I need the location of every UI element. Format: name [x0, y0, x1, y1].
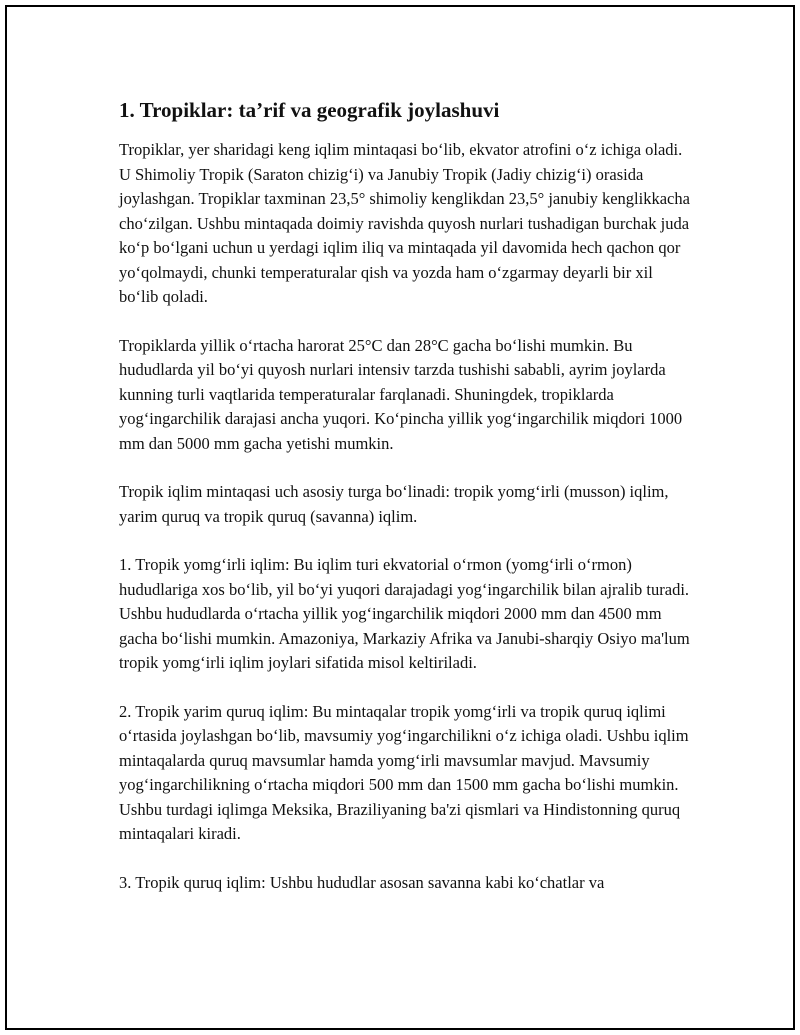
document-page: [5, 5, 795, 1030]
paragraph-semi-arid-climate: 2. Tropik yarim quruq iqlim: Bu mintaqalar tropik yomg‘irli va tropik quruq iqlimi o‘rtasida joylashgan bo‘lib, mavsumiy yog‘ingarchilikni o‘z ichiga oladi. Ushbu iqlim mintaqalarda quruq mavsumlar hamda yomg‘irli mavsumlar mavjud. Mavsumiy yog‘ingarchilikning o‘rtacha miqdori 500 mm dan 1500 mm gacha bo‘lishi mumkin. Ushbu turdagi iqlimga Meksika, Braziliyaning ba'zi qismlari va Hindistonning quruq mintaqalari kiradi.: [119, 701, 689, 844]
document-body: [119, 97, 691, 919]
paragraph-rainy-climate: 1. Tropik yomg‘irli iqlim: Bu iqlim turi ekvatorial o‘rmon (yomg‘irli o‘rmon) hududlariga xos bo‘lib, yil bo‘yi yuqori darajadagi yog‘ingarchilik bilan ajralib turadi. Ushbu hududlarda o‘rtacha yillik yog‘ingarchilik miqdori 2000 mm dan 4500 mm gacha bo‘lishi mumkin. Amazoniya, Markaziy Afrika va Janubi-sharqiy Osiyo ma'lum tropik yomg‘irli iqlim joylari sifatida misol keltiriladi.: [119, 555, 690, 673]
paragraph-dry-climate: 3. Tropik quruq iqlim: Ushbu hududlar asosan savanna kabi ko‘chatlar va: [119, 872, 605, 892]
section-heading: 1. Tropiklar: ta’rif va geografik joylashuvi: [119, 98, 500, 122]
paragraph-intro: Tropiklar, yer sharidagi keng iqlim mintaqasi bo‘lib, ekvator atrofini o‘z ichiga oladi. U Shimoliy Tropik (Saraton chizig‘i) va Janubiy Tropik (Jadiy chizig‘i) orasida joylashgan. Tropiklar taxminan 23,5° shimoliy kenglikdan 23,5° janubiy kenglikkacha cho‘zilgan. Ushbu mintaqada doimiy ravishda quyosh nurlari tushadigan burchak juda ko‘p bo‘lgani uchun u yerdagi iqlim iliq va mintaqada yil davomida hech qachon qor yo‘qolmaydi, chunki temperaturalar qish va yozda ham o‘zgarmay deyarli bir xil bo‘lib qoladi.: [119, 140, 690, 307]
paragraph-types: Tropik iqlim mintaqasi uch asosiy turga bo‘linadi: tropik yomg‘irli (musson) iqlim, yarim quruq va tropik quruq (savanna) iqlim.: [119, 482, 669, 526]
paragraph-climate: Tropiklarda yillik o‘rtacha harorat 25°C dan 28°C gacha bo‘lishi mumkin. Bu hududlarda yil bo‘yi quyosh nurlari intensiv tarzda tushishi sababli, ayrim joylarda kunning turli vaqtlarida temperaturalar farqlanadi. Shuningdek, tropiklarda yog‘ingarchilik darajasi ancha yuqori. Ko‘pincha yillik yog‘ingarchilik miqdori 1000 mm dan 5000 mm gacha yetishi mumkin.: [119, 335, 683, 453]
